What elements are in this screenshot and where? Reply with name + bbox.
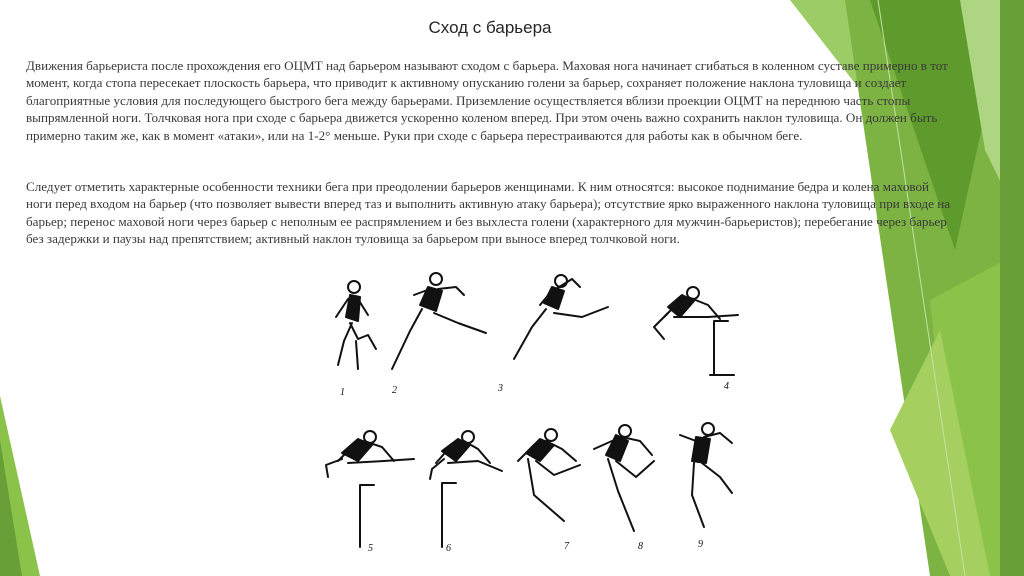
hurdle-5: [360, 485, 374, 547]
figure-label-2: 2: [392, 385, 397, 396]
figure-label-1: 1: [340, 387, 345, 398]
hurdler-sequence-figure: [318, 265, 748, 555]
hurdler-figure-6: [430, 431, 502, 479]
figure-label-3: 3: [498, 383, 503, 394]
paragraph-dismount-description: Движения барьериста после прохождения его ОЦМТ над барьером называют сходом с барьера. Маховая нога начинает сгибаться в коленном суставе примерно в тот момент, когда стопа пересекает плоскость барьера, что приводит к активному опусканию голени за барьер, сохраняет положение наклона туловища и создает благоприятные условия для последующего быстрого бега между барьерами. Приземление осуществляется вблизи проекции ОЦМТ на переднюю часть стопы выпрямленной ноги. Толчковая нога при сходе с барьера движется ускоренно коленом вперед. При этом очень важно сохранить наклон туловища. Он должен быть примерно таким же, как в момент «атаки», или на 1-2° меньше. Руки при сходе с барьера перестраиваются для работы как в обычном беге.: [26, 58, 948, 143]
hurdler-figure-5: [326, 431, 414, 477]
paragraph-women-technique: Следует отметить характерные особенности техники бега при преодолении барьеров женщинами. К ним относятся: высокое поднимание бедра и колена маховой ноги перед входом на барьер (что позволяет вывести вперед таз и выполнить активную атаку барьера); отсутствие ярко выраженного наклона туловища при входе на барьер; перенос маховой ноги через барьер с неполным ее распрямлением и без выхлеста голени (характерного для мужчин-барьеристов); перебегание через барьер без задержки и паузы над препятствием; активный наклон туловища за барьером при выносе вперед толчковой ноги.: [26, 179, 951, 247]
hurdler-figure-4: [654, 287, 738, 339]
figure-label-5: 5: [368, 543, 373, 554]
figure-label-9: 9: [698, 539, 703, 550]
hurdler-figure-7: [518, 429, 580, 521]
hurdler-figure-1: [336, 281, 376, 369]
hurdler-figure-3: [514, 275, 608, 359]
hurdler-figure-9: [680, 423, 732, 527]
hurdle-6: [442, 483, 456, 547]
hurdler-figure-8: [594, 425, 654, 531]
hurdle-4: [710, 321, 734, 375]
hurdler-figure-2: [392, 273, 486, 369]
figure-label-4: 4: [724, 381, 729, 392]
figure-labels: [340, 381, 729, 554]
slide-title: Сход с барьера: [428, 18, 552, 37]
figure-label-6: 6: [446, 543, 451, 554]
figure-label-7: 7: [564, 541, 569, 552]
right-green-facet-7: [1000, 0, 1024, 576]
figure-label-8: 8: [638, 541, 643, 552]
